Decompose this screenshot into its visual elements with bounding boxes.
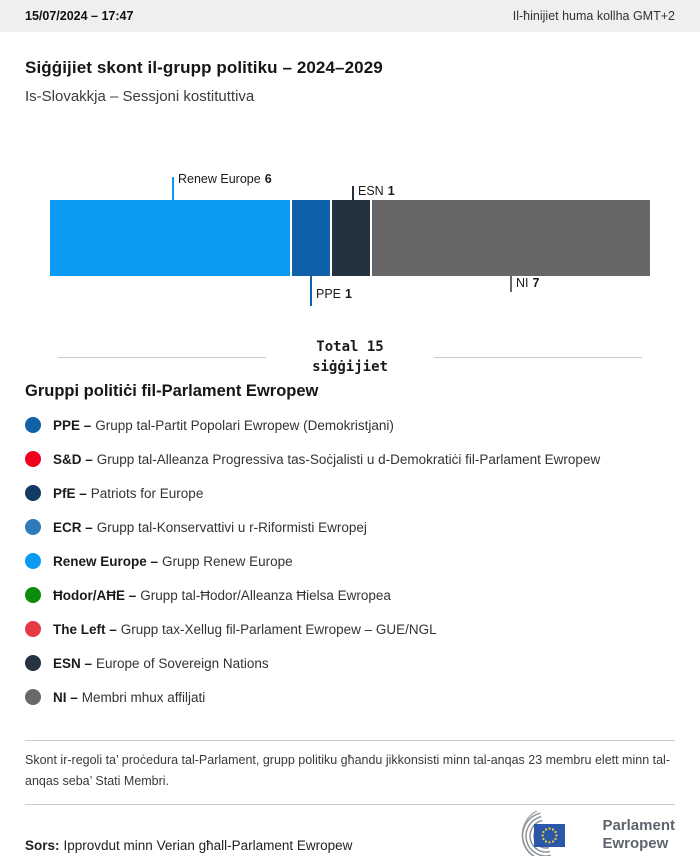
- legend-label: ESN – Europe of Sovereign Nations: [53, 655, 269, 671]
- seats-chart: [0, 160, 700, 310]
- legend-item-ppe: [25, 408, 675, 442]
- total-seats-label: [312, 338, 388, 377]
- page-subtitle: Is-Slovakkja – Sessjoni kostituttiva: [25, 88, 255, 105]
- legend-item-hodor-ahe: [25, 578, 675, 612]
- bar-label-ppe-value: 1: [345, 287, 352, 301]
- tick-ppe: [310, 276, 312, 306]
- ni-color-dot-icon: [25, 689, 41, 705]
- ppe-color-dot-icon: [25, 417, 41, 433]
- legend-item-sd: [25, 442, 675, 476]
- pfe-color-dot-icon: [25, 485, 41, 501]
- bar-label-esn-value: 1: [387, 184, 395, 198]
- ep-logo-line-2: Ewropew: [602, 835, 669, 853]
- bar-segment-renew-europe[interactable]: [50, 200, 290, 276]
- legend-label: PfE – Patriots for Europe: [53, 485, 204, 501]
- legend-label: ECR – Grupp tal-Konservattivi u r-Riformisti Ewropej: [53, 519, 367, 535]
- bar-label-renew-value: 6: [264, 172, 272, 186]
- total-line-2: siġġijiet: [312, 358, 388, 375]
- legend-label: Renew Europe – Grupp Renew Europe: [53, 553, 293, 569]
- topbar: [0, 0, 700, 32]
- stacked-bar: [50, 200, 650, 276]
- sd-color-dot-icon: [25, 451, 41, 467]
- footnote: Skont ir-regoli ta’ proċedura tal-Parlament, grupp politiku għandu jikkonsisti minn tal-anqas 23 membru elett minn tal-anqas seba’ Stati Membri.: [25, 753, 670, 788]
- legend-item-the-left: [25, 612, 675, 646]
- ep-logo-line-1: Parlament: [602, 817, 675, 835]
- bar-label-ni-value: 7: [532, 276, 540, 290]
- eu-flag-icon: [534, 824, 565, 847]
- total-annotation: [58, 338, 642, 377]
- source-note: [25, 838, 352, 856]
- tick-renew-europe: [172, 177, 174, 200]
- footnote-divider-bottom: [25, 804, 675, 805]
- page-title: Siġġijiet skont il-grupp politiku – 2024–2029: [25, 58, 383, 77]
- bar-label-renew-name: Renew Europe: [178, 172, 261, 186]
- divider-right: [434, 357, 642, 358]
- legend-label: NI – Membri mhux affiljati: [53, 689, 206, 705]
- ecr-color-dot-icon: [25, 519, 41, 535]
- legend-label: The Left – Grupp tax-Xellug fil-Parlament Ewropew – GUE/NGL: [53, 621, 437, 637]
- legend-item-pfe: [25, 476, 675, 510]
- footnote-divider-top: [25, 740, 675, 741]
- source-text: Ipprovdut minn Verian għall-Parlament Ewropew: [63, 838, 353, 854]
- bar-label-esn: [358, 184, 395, 198]
- ep-logo-text: [602, 817, 675, 853]
- bar-segment-esn[interactable]: [330, 200, 370, 276]
- bar-segment-ni[interactable]: [370, 200, 650, 276]
- source-bar: [25, 809, 675, 856]
- bar-label-ppe: [316, 287, 352, 301]
- bar-label-ppe-name: PPE: [316, 287, 342, 301]
- left-color-dot-icon: [25, 621, 41, 637]
- legend-item-esn: [25, 646, 675, 680]
- legend-label: PPE – Grupp tal-Partit Popolari Ewropew (Demokristjani): [53, 417, 394, 433]
- timezone-note: Il-ħinijiet huma kollha GMT+2: [512, 9, 675, 23]
- total-line-1: Total 15: [316, 339, 384, 355]
- legend: [25, 408, 675, 714]
- ep-logo: [490, 809, 675, 856]
- divider-left: [58, 357, 266, 358]
- bar-label-renew-europe: [178, 172, 272, 186]
- esn-color-dot-icon: [25, 655, 41, 671]
- ep-hemicycle-flag-icon: [490, 809, 594, 856]
- tick-esn: [352, 186, 354, 200]
- bar-label-ni-name: NI: [516, 276, 529, 290]
- legend-item-ni: [25, 680, 675, 714]
- tick-ni: [510, 276, 512, 292]
- bar-segment-ppe[interactable]: [290, 200, 330, 276]
- source-label: Sors:: [25, 838, 60, 854]
- datetime-label: 15/07/2024 – 17:47: [25, 9, 134, 23]
- legend-label: S&D – Grupp tal-Alleanza Progressiva tas-Soċjalisti u d-Demokratiċi fil-Parlament Ewropew: [53, 451, 601, 467]
- greens-color-dot-icon: [25, 587, 41, 603]
- bar-label-ni: [516, 276, 539, 290]
- renew-color-dot-icon: [25, 553, 41, 569]
- bar-label-esn-name: ESN: [358, 184, 384, 198]
- legend-item-ecr: [25, 510, 675, 544]
- legend-heading: Gruppi politiċi fil-Parlament Ewropew: [25, 382, 319, 401]
- legend-item-renew-europe: [25, 544, 675, 578]
- legend-label: Ħodor/AĦE – Grupp tal-Ħodor/Alleanza Ħielsa Ewropea: [53, 587, 391, 603]
